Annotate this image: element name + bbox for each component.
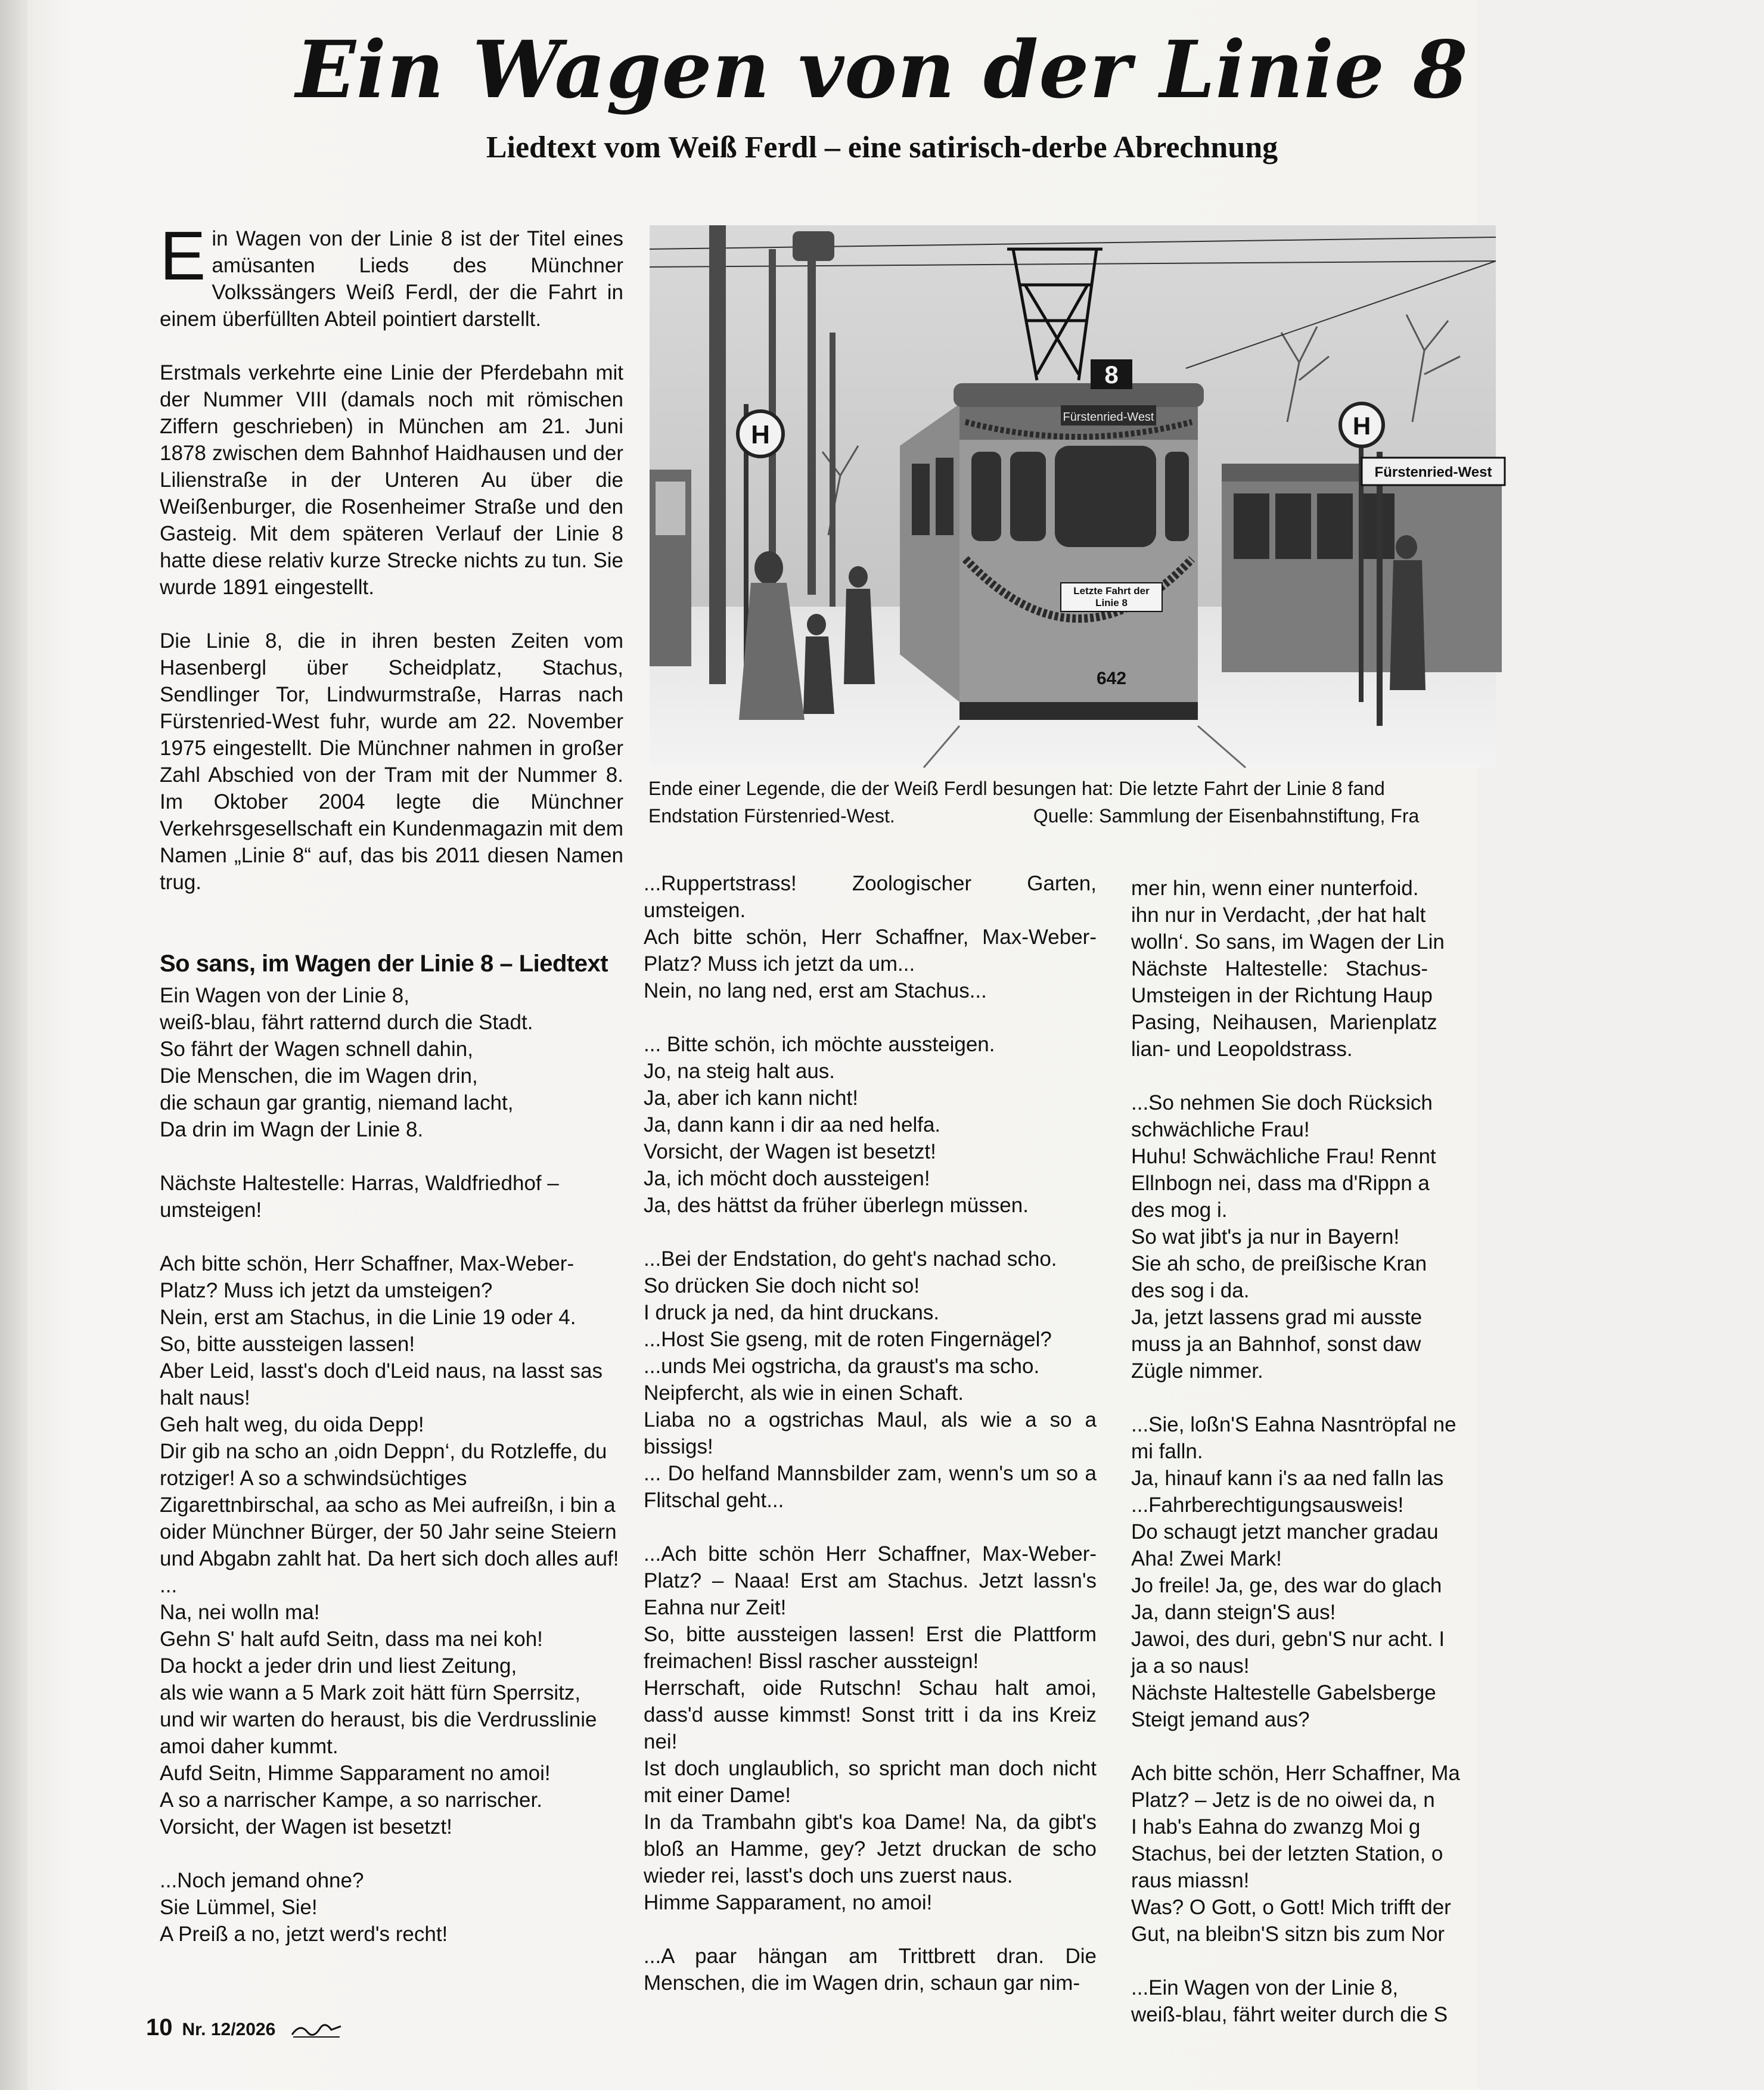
lyrics-stanza: ... Bitte schön, ich möchte aussteigen. Jo, na steig halt aus. Ja, aber ich kann nicht! Ja, dann kann i dir aa ned helfa. Vorsicht, der Wagen ist besetzt! Ja, ich möcht doch aussteigen! Ja, des hättst da früher überlegn müssen.: [644, 1033, 1029, 1217]
tram-fleet-number: 642: [1097, 669, 1127, 688]
issue-number: Nr. 12/2026: [182, 2020, 276, 2039]
page-number: 10: [146, 2014, 173, 2041]
photo-caption: [648, 775, 1507, 830]
lyrics-column-2: [644, 870, 1097, 2023]
tram-banner: Letzte Fahrt der Linie 8: [1073, 585, 1150, 608]
svg-text:H: H: [1352, 412, 1371, 440]
tram-photo: [650, 225, 1496, 768]
lyrics-stanza: ...So nehmen Sie doch Rücksich schwächliche Frau! Huhu! Schwächliche Frau! Rennt Ellnbogn nei, dass ma d'Rippn a des mog i. So wat jibt's ja nur in Bayern! Sie ah scho, de preißische Kran des sog i da. Ja, jetzt lassens grad mi ausste muss ja an Bahnhof, sonst daw Zügle nimmer.: [1131, 1091, 1436, 1383]
intro-column: [160, 217, 623, 923]
lyrics-column-3: [1131, 875, 1501, 2055]
lyrics-stanza: ...Sie, loßn'S Eahna Nasntröpfal ne mi falln. Ja, hinauf kann i's aa ned falln las ...Fahrberechtigungsausweis! Do schaugt jetzt mancher gradau Aha! Zwei Mark! Jo freile! Ja, ge, des war do glach Ja, dann steign'S aus! Jawoi, des duri, gebn'S nur acht. I ja a so naus! Nächste Haltestelle Gabelsberge Steigt jemand aus?: [1131, 1413, 1456, 1731]
article-subtitle: Liedtext vom Weiß Ferdl – eine satirisch-derbe Abrechnung: [486, 131, 1278, 164]
lyrics-stanza: mer hin, wenn einer nunterfoid. ihn nur in Verdacht, ‚der hat halt wolln‘. So sans, im Wagen der Lin Nächste Haltestelle: Stachus- Umsteigen in der Richtung Haup Pasing, Neihausen, Marienplatz lian- und Leopoldstrass.: [1131, 877, 1445, 1061]
intro-paragraph-3: Die Linie 8, die in ihren besten Zeiten vom Hasenbergl über Scheidplatz, Stachus, Sendlinger Tor, Lindwurmstraße, Harras nach Fürstenried-West fuhr, wurde am 22. November 1975 eingestellt. Die Münchner nahmen in großer Zahl Abschied von der Tram mit der Nummer 8. Im Oktober 2004 legte die Münchner Verkehrsgesellschaft ein Kundenmagazin mit dem Namen „Linie 8“ auf, das bis 2011 diesen Namen trug.: [160, 629, 623, 894]
stop-sign-letter: H: [751, 420, 770, 449]
lyrics-stanza: ...Ach bitte schön Herr Schaffner, Max-Weber-Platz? – Naaa! Erst am Stachus. Jetzt lassn's Eahna nur Zeit! So, bitte aussteigen lassen! Erst die Plattform freimachen! Bissl rascher aussteign! Herrschaft, oide Rutschn! Schau halt amoi, dass'd ausse kimmst! Sonst tritt i da ins Kreiz nei! Ist doch unglaublich, so spricht man doch nicht mit einer Dame! In da Trambahn gibt's koa Dame! Na, da gibt's bloß an Hamme, gey? Jetzt druckan de scho wieder rei, lasst's doch uns zuerst naus. Himme Sapparament, no amoi!: [644, 1542, 1097, 1914]
drop-cap: E: [160, 217, 206, 294]
lyrics-column-1: [160, 951, 623, 1974]
intro-paragraph-1: Ein Wagen von der Linie 8 ist der Titel eines amüsanten Lieds des Münchner Volkssängers Weiß Ferdl, der die Fahrt in einem überfüllten Abteil pointiert darstellt.: [160, 217, 623, 331]
station-name-sign: Fürstenried-West: [1374, 464, 1492, 480]
page-gutter-shadow: [0, 0, 27, 2090]
lyrics-stanza: Ach bitte schön, Herr Schaffner, Ma Platz? – Jetz is de no oiwei da, n I hab's Eahna do zwanzg Moi g Stachus, bei der letzten Station, o raus miassn! Was? O Gott, o Gott! Mich trifft der Gut, na bleibn'S sitzn bis zum Nor: [1131, 1762, 1460, 1946]
lyrics-stanza: ...A paar hängan am Trittbrett dran. Die Menschen, die im Wagen drin, schaun gar nim-: [644, 1945, 1097, 1995]
caption-line-1: Ende einer Legende, die der Weiß Ferdl besungen hat: Die letzte Fahrt der Linie 8 fand: [648, 778, 1385, 799]
article-title: Ein Wagen von der Linie 8: [296, 24, 1468, 116]
lyrics-heading: So sans, im Wagen der Linie 8 – Liedtext: [160, 951, 608, 977]
intro-paragraph-2: Erstmals verkehrte eine Linie der Pferdebahn mit der Nummer VIII (damals noch mit römischen Ziffern geschrieben) in München am 21. Juni 1878 zwischen dem Bahnhof Haidhausen und der Lilienstraße in der Unteren Au über die Weißenburger, die Rosenheimer Straße und den Gasteig. Mit dem späteren Verlauf der Linie 8 hatte diese relativ kurze Strecke nichts zu tun. Sie wurde 1891 eingestellt.: [160, 361, 623, 599]
photo-source-credit: Quelle: Sammlung der Eisenbahnstiftung, Fra: [1033, 805, 1420, 827]
lyrics-stanza: Ein Wagen von der Linie 8, weiß-blau, fährt ratternd durch die Stadt. So fährt der Wagen schnell dahin, Die Menschen, die im Wagen drin, die schaun gar grantig, niemand lacht, Da drin im Wagn der Linie 8.: [160, 984, 533, 1141]
lyrics-stanza: ...Noch jemand ohne? Sie Lümmel, Sie! A Preiß a no, jetzt werd's recht!: [160, 1869, 448, 1946]
caption-line-2: [648, 802, 1507, 830]
page-footer: [146, 2014, 343, 2041]
tram-route-number: 8: [1104, 361, 1119, 389]
lyrics-stanza: Nächste Haltestelle: Harras, Waldfriedhof – umsteigen!: [160, 1172, 559, 1222]
tram-destination-sign: Fürstenried-West: [1063, 411, 1154, 424]
lyrics-stanza: ...Bei der Endstation, do geht's nachad scho. So drücken Sie doch nicht so! I druck ja ned, da hint druckans. ...Host Sie gseng, mit de roten Fingernägel? ...unds Mei ogstricha, da graust's ma scho. Neipfercht, als wie in einen Schaft. Liaba no a ogstrichas Maul, als wie a so a bissigs! ... Do helfand Mannsbilder zam, wenn's um so a Flitschal geht...: [644, 1247, 1097, 1512]
lyrics-stanza: ...Ein Wagen von der Linie 8, weiß-blau, fährt weiter durch die S: [1131, 1976, 1448, 2026]
lyrics-stanza: Ach bitte schön, Herr Schaffner, Max-Weber-Platz? Muss ich jetzt da umsteigen? Nein, erst am Stachus, in die Linie 19 oder 4. So, bitte aussteigen lassen! Aber Leid, lasst's doch d'Leid naus, na lasst sas halt naus! Geh halt weg, du oida Depp! Dir gib na scho an ‚oidn Deppn‘, du Rotzleffe, du rotziger! A so a schwindsüchtiges Zigarettnbirschal, aa scho as Mei aufreißn, i bin a oider Münchner Bürger, der 50 Jahr seine Steiern und Abgabn zahlt hat. Da hert sich doch alles auf! ... Na, nei wolln ma! Gehn S' halt aufd Seitn, dass ma nei koh! Da hockt a jeder drin und liest Zeitung, als wie wann a 5 Mark zoit hätt fürn Sperrsitz, und wir warten do heraust, bis die Verdrusslinie amoi daher kummt. Aufd Seitn, Himme Sapparament no amoi! A so a narrischer Kampe, a so narrischer. Vorsicht, der Wagen ist besetzt!: [160, 1252, 619, 1839]
publisher-logo-icon: [290, 2019, 343, 2039]
caption-location: Endstation Fürstenried-West.: [648, 805, 895, 827]
lyrics-stanza: ...Ruppertstrass! Zoologischer Garten, umsteigen. Ach bitte schön, Herr Schaffner, Max-Weber-Platz? Muss ich jetzt da um... Nein, no lang ned, erst am Stachus...: [644, 872, 1097, 1002]
